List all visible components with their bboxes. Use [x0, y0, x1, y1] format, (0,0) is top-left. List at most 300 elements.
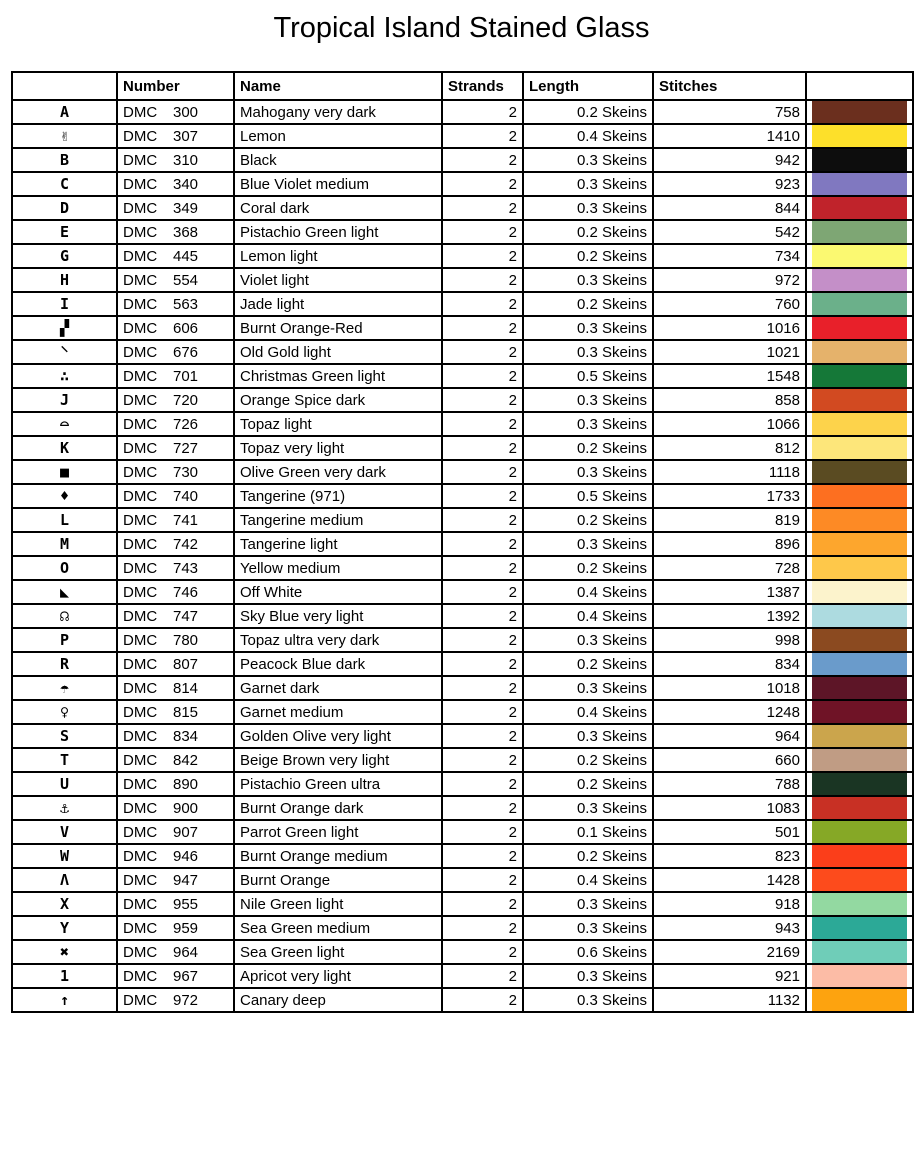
- strands-cell: 2: [442, 436, 523, 460]
- stitches-cell: 942: [653, 148, 806, 172]
- length-cell: 0.4 Skeins: [523, 868, 653, 892]
- strands-cell: 2: [442, 628, 523, 652]
- name-cell: Jade light: [234, 292, 442, 316]
- thread-number: 307: [173, 127, 199, 145]
- name-cell: Christmas Green light: [234, 364, 442, 388]
- color-swatch: [812, 773, 907, 795]
- length-cell: 0.4 Skeins: [523, 580, 653, 604]
- length-cell: 0.2 Skeins: [523, 100, 653, 124]
- color-swatch: [812, 917, 907, 939]
- number-cell: [117, 748, 234, 772]
- stitches-cell: 734: [653, 244, 806, 268]
- symbol-cell: M: [12, 532, 117, 556]
- color-swatch-cell: [806, 244, 913, 268]
- brand-label: DMC: [123, 319, 158, 337]
- brand-label: DMC: [123, 895, 158, 913]
- strands-cell: 2: [442, 964, 523, 988]
- number-cell: [117, 244, 234, 268]
- color-swatch: [812, 197, 907, 219]
- table-row: [12, 436, 913, 460]
- color-swatch-cell: [806, 844, 913, 868]
- strands-cell: 2: [442, 724, 523, 748]
- color-swatch: [812, 269, 907, 291]
- brand-label: DMC: [123, 175, 158, 193]
- strands-cell: 2: [442, 148, 523, 172]
- color-swatch: [812, 173, 907, 195]
- number-cell: [117, 628, 234, 652]
- color-swatch-cell: [806, 628, 913, 652]
- color-swatch: [812, 533, 907, 555]
- thread-number: 310: [173, 151, 199, 169]
- symbol-cell: ◣: [12, 580, 117, 604]
- symbol-cell: Λ: [12, 868, 117, 892]
- thread-number: 815: [173, 703, 199, 721]
- strands-cell: 2: [442, 292, 523, 316]
- color-swatch: [812, 485, 907, 507]
- brand-label: DMC: [123, 223, 158, 241]
- color-swatch: [812, 509, 907, 531]
- length-cell: 0.3 Skeins: [523, 532, 653, 556]
- name-cell: Tangerine (971): [234, 484, 442, 508]
- thread-number: 955: [173, 895, 199, 913]
- name-cell: Tangerine light: [234, 532, 442, 556]
- number-cell: [117, 292, 234, 316]
- color-swatch: [812, 221, 907, 243]
- color-swatch-cell: [806, 100, 913, 124]
- strands-cell: 2: [442, 340, 523, 364]
- color-swatch-cell: [806, 148, 913, 172]
- symbol-cell: D: [12, 196, 117, 220]
- stitches-cell: 823: [653, 844, 806, 868]
- number-cell: [117, 556, 234, 580]
- length-cell: 0.4 Skeins: [523, 700, 653, 724]
- stitches-cell: 1248: [653, 700, 806, 724]
- stitches-cell: 1428: [653, 868, 806, 892]
- color-swatch-cell: [806, 124, 913, 148]
- thread-number: 967: [173, 967, 199, 985]
- stitches-cell: 1021: [653, 340, 806, 364]
- thread-number: 340: [173, 175, 199, 193]
- strands-cell: 2: [442, 196, 523, 220]
- color-swatch-cell: [806, 556, 913, 580]
- name-cell: Sea Green medium: [234, 916, 442, 940]
- color-swatch-cell: [806, 460, 913, 484]
- table-row: [12, 148, 913, 172]
- length-cell: 0.2 Skeins: [523, 436, 653, 460]
- name-cell: Topaz light: [234, 412, 442, 436]
- symbol-cell: J: [12, 388, 117, 412]
- name-cell: Pistachio Green light: [234, 220, 442, 244]
- length-cell: 0.5 Skeins: [523, 484, 653, 508]
- thread-number: 676: [173, 343, 199, 361]
- thread-number: 368: [173, 223, 199, 241]
- table-row: [12, 844, 913, 868]
- thread-number: 740: [173, 487, 199, 505]
- color-swatch: [812, 725, 907, 747]
- strands-cell: 2: [442, 484, 523, 508]
- symbol-cell: R: [12, 652, 117, 676]
- stitches-cell: 728: [653, 556, 806, 580]
- symbol-cell: ⚓: [12, 796, 117, 820]
- color-swatch-cell: [806, 364, 913, 388]
- thread-number: 300: [173, 103, 199, 121]
- symbol-cell: ⌓: [12, 412, 117, 436]
- number-cell: [117, 388, 234, 412]
- name-cell: Sea Green light: [234, 940, 442, 964]
- stitches-cell: 923: [653, 172, 806, 196]
- brand-label: DMC: [123, 751, 158, 769]
- table-row: [12, 556, 913, 580]
- color-swatch-cell: [806, 436, 913, 460]
- color-swatch-cell: [806, 988, 913, 1012]
- thread-number: 720: [173, 391, 199, 409]
- thread-number: 445: [173, 247, 199, 265]
- color-swatch-cell: [806, 724, 913, 748]
- name-cell: Beige Brown very light: [234, 748, 442, 772]
- symbol-cell: ■: [12, 460, 117, 484]
- color-swatch: [812, 581, 907, 603]
- brand-label: DMC: [123, 367, 158, 385]
- number-cell: [117, 700, 234, 724]
- name-cell: Orange Spice dark: [234, 388, 442, 412]
- symbol-cell: W: [12, 844, 117, 868]
- length-cell: 0.2 Skeins: [523, 652, 653, 676]
- symbol-cell: O: [12, 556, 117, 580]
- thread-number: 972: [173, 991, 199, 1009]
- color-swatch: [812, 101, 907, 123]
- length-cell: 0.3 Skeins: [523, 628, 653, 652]
- table-row: [12, 412, 913, 436]
- symbol-cell: ▞: [12, 316, 117, 340]
- color-swatch: [812, 557, 907, 579]
- table-row: [12, 700, 913, 724]
- brand-label: DMC: [123, 943, 158, 961]
- name-cell: Olive Green very dark: [234, 460, 442, 484]
- length-cell: 0.3 Skeins: [523, 388, 653, 412]
- name-cell: Coral dark: [234, 196, 442, 220]
- number-cell: [117, 652, 234, 676]
- symbol-cell: P: [12, 628, 117, 652]
- stitches-cell: 660: [653, 748, 806, 772]
- header-length: Length: [523, 72, 653, 100]
- number-cell: [117, 532, 234, 556]
- strands-cell: 2: [442, 772, 523, 796]
- color-swatch-cell: [806, 316, 913, 340]
- name-cell: Violet light: [234, 268, 442, 292]
- brand-label: DMC: [123, 607, 158, 625]
- table-row: [12, 268, 913, 292]
- stitches-cell: 760: [653, 292, 806, 316]
- color-swatch-cell: [806, 604, 913, 628]
- stitches-cell: 918: [653, 892, 806, 916]
- stitches-cell: 844: [653, 196, 806, 220]
- brand-label: DMC: [123, 703, 158, 721]
- strands-cell: 2: [442, 700, 523, 724]
- name-cell: Lemon: [234, 124, 442, 148]
- thread-key-table: [11, 71, 914, 1013]
- stitches-cell: 501: [653, 820, 806, 844]
- brand-label: DMC: [123, 127, 158, 145]
- symbol-cell: ⸌: [12, 340, 117, 364]
- table-row: [12, 220, 913, 244]
- thread-number: 964: [173, 943, 199, 961]
- number-cell: [117, 796, 234, 820]
- stitches-cell: 819: [653, 508, 806, 532]
- color-swatch-cell: [806, 484, 913, 508]
- length-cell: 0.1 Skeins: [523, 820, 653, 844]
- color-swatch-cell: [806, 412, 913, 436]
- number-cell: [117, 100, 234, 124]
- brand-label: DMC: [123, 847, 158, 865]
- brand-label: DMC: [123, 775, 158, 793]
- table-row: [12, 508, 913, 532]
- thread-number: 746: [173, 583, 199, 601]
- stitches-cell: 1083: [653, 796, 806, 820]
- number-cell: [117, 196, 234, 220]
- color-swatch-cell: [806, 532, 913, 556]
- number-cell: [117, 412, 234, 436]
- stitches-cell: 921: [653, 964, 806, 988]
- stitches-cell: 1118: [653, 460, 806, 484]
- color-swatch-cell: [806, 868, 913, 892]
- length-cell: 0.4 Skeins: [523, 604, 653, 628]
- thread-number: 701: [173, 367, 199, 385]
- number-cell: [117, 676, 234, 700]
- color-swatch: [812, 605, 907, 627]
- number-cell: [117, 508, 234, 532]
- color-swatch-cell: [806, 892, 913, 916]
- thread-number: 741: [173, 511, 199, 529]
- number-cell: [117, 892, 234, 916]
- strands-cell: 2: [442, 316, 523, 340]
- table-row: [12, 772, 913, 796]
- brand-label: DMC: [123, 871, 158, 889]
- color-swatch-cell: [806, 796, 913, 820]
- table-row: [12, 292, 913, 316]
- table-row: [12, 724, 913, 748]
- thread-number: 890: [173, 775, 199, 793]
- number-cell: [117, 772, 234, 796]
- thread-number: 900: [173, 799, 199, 817]
- strands-cell: 2: [442, 796, 523, 820]
- strands-cell: 2: [442, 844, 523, 868]
- name-cell: Lemon light: [234, 244, 442, 268]
- thread-number: 727: [173, 439, 199, 457]
- number-cell: [117, 988, 234, 1012]
- symbol-cell: T: [12, 748, 117, 772]
- symbol-cell: ✌: [12, 124, 117, 148]
- strands-cell: 2: [442, 460, 523, 484]
- length-cell: 0.3 Skeins: [523, 340, 653, 364]
- symbol-cell: ↑: [12, 988, 117, 1012]
- color-swatch: [812, 989, 907, 1011]
- name-cell: Old Gold light: [234, 340, 442, 364]
- symbol-cell: V: [12, 820, 117, 844]
- color-swatch: [812, 701, 907, 723]
- strands-cell: 2: [442, 100, 523, 124]
- number-cell: [117, 436, 234, 460]
- thread-number: 563: [173, 295, 199, 313]
- length-cell: 0.2 Skeins: [523, 748, 653, 772]
- name-cell: Tangerine medium: [234, 508, 442, 532]
- strands-cell: 2: [442, 820, 523, 844]
- name-cell: Burnt Orange-Red: [234, 316, 442, 340]
- symbol-cell: Y: [12, 916, 117, 940]
- strands-cell: 2: [442, 220, 523, 244]
- color-swatch: [812, 245, 907, 267]
- length-cell: 0.2 Skeins: [523, 556, 653, 580]
- thread-number: 907: [173, 823, 199, 841]
- thread-number: 349: [173, 199, 199, 217]
- table-row: [12, 916, 913, 940]
- stitches-cell: 972: [653, 268, 806, 292]
- strands-cell: 2: [442, 532, 523, 556]
- name-cell: Topaz ultra very dark: [234, 628, 442, 652]
- brand-label: DMC: [123, 295, 158, 313]
- strands-cell: 2: [442, 388, 523, 412]
- table-row: [12, 964, 913, 988]
- color-swatch: [812, 845, 907, 867]
- brand-label: DMC: [123, 199, 158, 217]
- table-header-row: [12, 72, 913, 100]
- strands-cell: 2: [442, 652, 523, 676]
- symbol-cell: 1: [12, 964, 117, 988]
- stitches-cell: 812: [653, 436, 806, 460]
- number-cell: [117, 316, 234, 340]
- number-cell: [117, 460, 234, 484]
- thread-number: 814: [173, 679, 199, 697]
- name-cell: Pistachio Green ultra: [234, 772, 442, 796]
- name-cell: Off White: [234, 580, 442, 604]
- color-swatch-cell: [806, 508, 913, 532]
- table-row: [12, 364, 913, 388]
- header-symbol: [12, 72, 117, 100]
- color-swatch: [812, 893, 907, 915]
- symbol-cell: ✖: [12, 940, 117, 964]
- brand-label: DMC: [123, 583, 158, 601]
- name-cell: Sky Blue very light: [234, 604, 442, 628]
- stitches-cell: 542: [653, 220, 806, 244]
- header-color: [806, 72, 913, 100]
- color-swatch-cell: [806, 652, 913, 676]
- thread-number: 780: [173, 631, 199, 649]
- name-cell: Garnet medium: [234, 700, 442, 724]
- color-swatch-cell: [806, 268, 913, 292]
- brand-label: DMC: [123, 103, 158, 121]
- name-cell: Canary deep: [234, 988, 442, 1012]
- stitches-cell: 1733: [653, 484, 806, 508]
- length-cell: 0.3 Skeins: [523, 412, 653, 436]
- color-swatch-cell: [806, 676, 913, 700]
- color-swatch: [812, 125, 907, 147]
- color-swatch-cell: [806, 292, 913, 316]
- number-cell: [117, 964, 234, 988]
- stitches-cell: 998: [653, 628, 806, 652]
- stitches-cell: 1392: [653, 604, 806, 628]
- color-swatch-cell: [806, 772, 913, 796]
- symbol-cell: X: [12, 892, 117, 916]
- brand-label: DMC: [123, 655, 158, 673]
- number-cell: [117, 916, 234, 940]
- length-cell: 0.6 Skeins: [523, 940, 653, 964]
- brand-label: DMC: [123, 463, 158, 481]
- table-row: [12, 124, 913, 148]
- length-cell: 0.2 Skeins: [523, 220, 653, 244]
- table-row: [12, 820, 913, 844]
- color-swatch: [812, 749, 907, 771]
- color-swatch-cell: [806, 172, 913, 196]
- strands-cell: 2: [442, 604, 523, 628]
- number-cell: [117, 580, 234, 604]
- name-cell: Burnt Orange dark: [234, 796, 442, 820]
- stitches-cell: 788: [653, 772, 806, 796]
- header-stitches: Stitches: [653, 72, 806, 100]
- brand-label: DMC: [123, 967, 158, 985]
- strands-cell: 2: [442, 244, 523, 268]
- brand-label: DMC: [123, 439, 158, 457]
- symbol-cell: ☊: [12, 604, 117, 628]
- length-cell: 0.3 Skeins: [523, 196, 653, 220]
- symbol-cell: G: [12, 244, 117, 268]
- table-row: [12, 796, 913, 820]
- length-cell: 0.3 Skeins: [523, 460, 653, 484]
- brand-label: DMC: [123, 151, 158, 169]
- strands-cell: 2: [442, 892, 523, 916]
- stitches-cell: 758: [653, 100, 806, 124]
- color-swatch: [812, 869, 907, 891]
- number-cell: [117, 268, 234, 292]
- table-row: [12, 244, 913, 268]
- color-swatch: [812, 389, 907, 411]
- symbol-cell: U: [12, 772, 117, 796]
- symbol-cell: B: [12, 148, 117, 172]
- color-swatch: [812, 341, 907, 363]
- color-swatch: [812, 941, 907, 963]
- length-cell: 0.3 Skeins: [523, 988, 653, 1012]
- header-name: Name: [234, 72, 442, 100]
- name-cell: Parrot Green light: [234, 820, 442, 844]
- stitches-cell: 858: [653, 388, 806, 412]
- page-title: Tropical Island Stained Glass: [273, 12, 650, 44]
- symbol-cell: ♦: [12, 484, 117, 508]
- table-row: [12, 100, 913, 124]
- thread-number: 842: [173, 751, 199, 769]
- length-cell: 0.2 Skeins: [523, 244, 653, 268]
- number-cell: [117, 220, 234, 244]
- thread-number: 834: [173, 727, 199, 745]
- stitches-cell: 1016: [653, 316, 806, 340]
- table-row: [12, 988, 913, 1012]
- stitches-cell: 964: [653, 724, 806, 748]
- number-cell: [117, 340, 234, 364]
- color-swatch-cell: [806, 748, 913, 772]
- number-cell: [117, 604, 234, 628]
- color-swatch: [812, 437, 907, 459]
- symbol-cell: ☂: [12, 676, 117, 700]
- stitches-cell: 1387: [653, 580, 806, 604]
- symbol-cell: E: [12, 220, 117, 244]
- brand-label: DMC: [123, 679, 158, 697]
- symbol-cell: K: [12, 436, 117, 460]
- stitches-cell: 1132: [653, 988, 806, 1012]
- color-swatch: [812, 413, 907, 435]
- brand-label: DMC: [123, 991, 158, 1009]
- color-swatch-cell: [806, 196, 913, 220]
- thread-number: 747: [173, 607, 199, 625]
- symbol-cell: S: [12, 724, 117, 748]
- strands-cell: 2: [442, 172, 523, 196]
- brand-label: DMC: [123, 271, 158, 289]
